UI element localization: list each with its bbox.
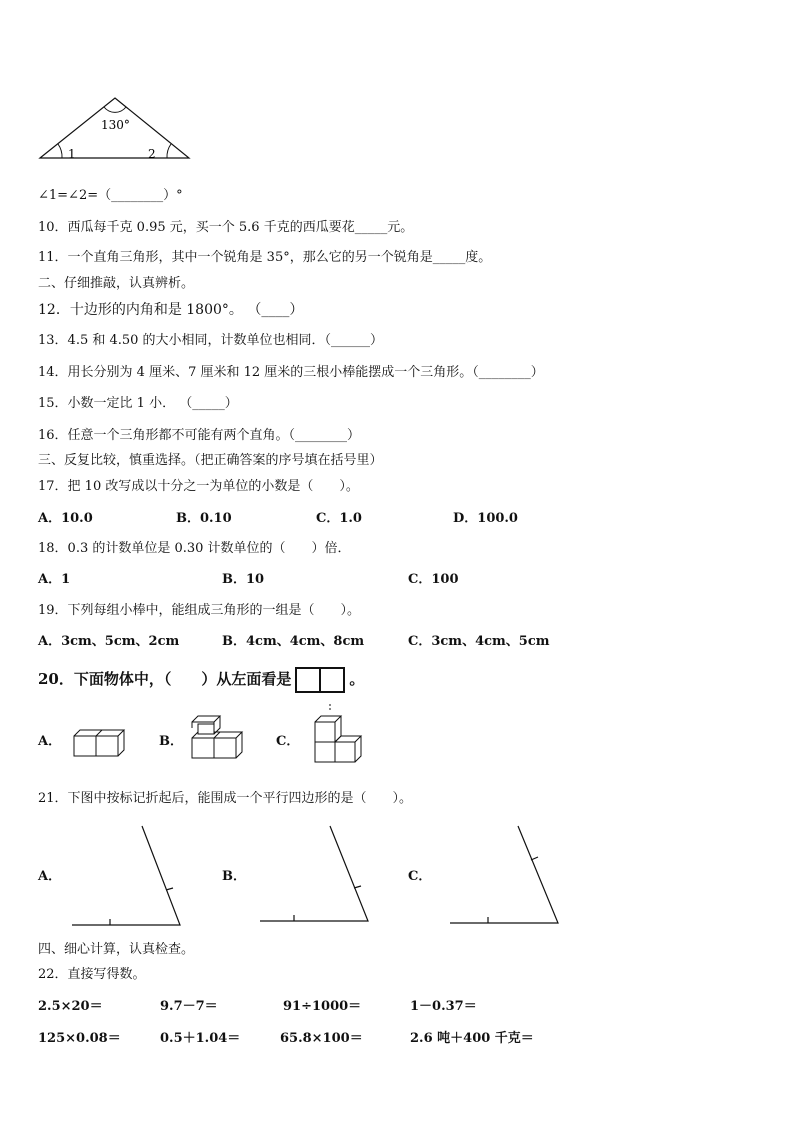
q21-option-b: B． (222, 869, 246, 884)
calc-r1-c3: 91÷1000＝ (283, 999, 362, 1014)
question-17: 17．把 10 改写成以十分之一为单位的小数是（ ）。 (38, 479, 359, 494)
angle-1-label: 1 (68, 147, 76, 161)
question-16: 16．任意一个三角形都不可能有两个直角。（________） (38, 428, 361, 443)
q19-option-a: A．3cm、5cm、2cm (38, 634, 180, 649)
q20-option-a: A． (38, 734, 62, 749)
q18-option-b: B．10 (222, 572, 265, 587)
calc-r1-c2: 9.7－7＝ (160, 999, 218, 1014)
q20-text-after: 。 (349, 670, 365, 688)
q20-cube-figures (0, 700, 794, 790)
q20-text-before: 20．下面物体中，（ ）从左面看是 (38, 670, 292, 688)
fold-figure-b (260, 826, 368, 921)
cube-figure-c (315, 704, 361, 762)
question-19: 19．下列每组小棒中，能组成三角形的一组是（ ）。 (38, 603, 361, 618)
q21-option-c: C． (408, 869, 432, 884)
calc-r1-c4: 1－0.37＝ (410, 999, 477, 1014)
calc-r2-c3: 65.8×100＝ (280, 1031, 363, 1046)
section-2-heading: 二、仔细推敲，认真辨析。 (38, 276, 195, 291)
angle-arc-1 (58, 144, 62, 158)
angle-arc-top (104, 107, 126, 112)
q17-option-d: D．100.0 (453, 511, 518, 526)
q19-option-b: B．4cm、4cm、8cm (222, 634, 365, 649)
calc-r2-c1: 125×0.08＝ (38, 1031, 121, 1046)
q17-option-c: C．1.0 (316, 511, 362, 526)
calc-r1-c1: 2.5×20＝ (38, 999, 103, 1014)
cube-figure-b (192, 716, 242, 758)
question-11: 11．一个直角三角形，其中一个锐角是 35°，那么它的另一个锐角是_____度。 (38, 250, 492, 265)
q20-two-square-view (295, 667, 345, 693)
question-18: 18．0.3 的计数单位是 0.30 计数单位的（ ）倍． (38, 541, 351, 556)
triangle-figure (0, 0, 794, 200)
question-10: 10．西瓜每千克 0.95 元，买一个 5.6 千克的西瓜要花_____元。 (38, 220, 414, 235)
fold-figure-c (450, 826, 558, 923)
q20-option-c: C． (276, 734, 300, 749)
question-15: 15．小数一定比 1 小． （_____） (38, 396, 238, 411)
angle-2-label: 2 (148, 147, 156, 161)
question-21: 21．下图中按标记折起后，能围成一个平行四边形的是（ ）。 (38, 791, 413, 806)
fold-figure-a (72, 826, 180, 925)
q20-option-b: B． (159, 734, 183, 749)
q18-option-c: C．100 (408, 572, 459, 587)
calc-r2-c2: 0.5＋1.04＝ (160, 1031, 241, 1046)
q17-option-a: A．10.0 (38, 511, 93, 526)
question-12: 12．十边形的内角和是 1800°。 （____） (38, 302, 304, 318)
q19-option-c: C．3cm、4cm、5cm (408, 634, 550, 649)
q21-option-a: A． (38, 869, 62, 884)
section-3-heading: 三、反复比较，慎重选择。（把正确答案的序号填在括号里） (38, 453, 383, 468)
q18-option-a: A．1 (38, 572, 71, 587)
cube-figure-a (74, 730, 124, 756)
question-14: 14．用长分别为 4 厘米、7 厘米和 12 厘米的三根小棒能摆成一个三角形。（________） (38, 365, 544, 380)
q21-fold-figures (0, 820, 794, 930)
section-4-heading: 四、细心计算，认真检查。 (38, 942, 195, 957)
calc-r2-c4: 2.6 吨＋400 千克＝ (410, 1031, 534, 1046)
q17-option-b: B．0.10 (176, 511, 232, 526)
question-20 (38, 666, 364, 693)
question-13: 13．4.5 和 4.50 的大小相同，计数单位也相同．（______） (38, 333, 384, 348)
angle-top-label: 130° (101, 118, 130, 132)
q9-answer: ∠1=∠2=（________）° (38, 188, 183, 203)
question-22: 22．直接写得数。 (38, 967, 146, 982)
angle-arc-2 (167, 144, 171, 158)
